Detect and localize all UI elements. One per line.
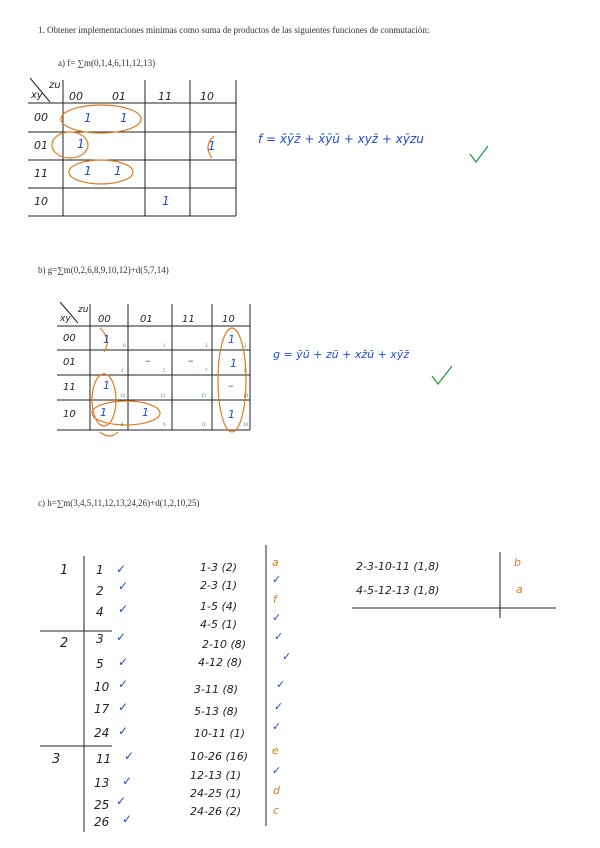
quad-term: 2-3-10-11 (1,8) <box>356 560 440 573</box>
part-b-col-header: 00 <box>98 314 111 325</box>
minterm: 1 <box>96 563 104 577</box>
part-b-col-header: 01 <box>140 314 153 325</box>
part-a-col-header: 11 <box>158 90 172 103</box>
group-count: 3 <box>52 752 61 767</box>
part-b-index: 0 <box>123 344 126 349</box>
group-count: 1 <box>60 563 69 578</box>
part-a-row-header: 10 <box>34 195 48 208</box>
quad-mark: a <box>516 583 523 596</box>
minterm: 10 <box>94 680 110 694</box>
part-b-index: 10 <box>243 423 248 428</box>
minterm: 4 <box>96 605 104 619</box>
part-b-index: 15 <box>201 394 206 399</box>
check-mark: ✓ <box>118 677 129 691</box>
part-a-row-header: 11 <box>34 167 48 180</box>
part-a-corner-top: zu <box>49 80 61 91</box>
minterm: 26 <box>94 815 110 829</box>
minterm: 3 <box>96 632 104 646</box>
minterm: 24 <box>94 726 110 740</box>
part-b-index: 13 <box>160 394 165 399</box>
part-a-col-header: 10 <box>200 90 214 103</box>
part-b-row-header: 10 <box>63 409 76 420</box>
check-mark: ✓ <box>118 579 129 593</box>
pair-term: 10-11 (1) <box>194 727 246 740</box>
pair-mark: ✓ <box>274 630 284 643</box>
check-mark: ✓ <box>122 812 133 826</box>
check-mark: ✓ <box>124 749 135 763</box>
part-b-cell: – <box>188 354 194 367</box>
pair-mark: ✓ <box>282 650 292 663</box>
part-a-cell: 1 <box>84 164 92 178</box>
part-b-index: 8 <box>121 423 124 428</box>
check-mark: ✓ <box>118 655 129 669</box>
pair-term: 5-13 (8) <box>194 705 239 718</box>
check-mark: ✓ <box>118 700 129 714</box>
part-b-index: 11 <box>201 423 206 428</box>
part-a-cell: 1 <box>114 164 122 178</box>
part-a-answer: f = x̄ȳz̄ + x̄ȳū + xyz̄ + xȳzu <box>258 132 424 146</box>
part-b-corner-top: zu <box>78 305 89 315</box>
part-a-col-header: 01 <box>112 90 126 103</box>
pair-mark: a <box>272 556 279 569</box>
minterm: 11 <box>96 752 112 766</box>
part-b-col-header: 10 <box>222 314 235 325</box>
check-mark: ✓ <box>116 630 127 644</box>
pair-mark: ✓ <box>272 611 282 624</box>
part-b-index: 12 <box>120 394 125 399</box>
part-a-cell: 1 <box>77 137 85 151</box>
pair-mark: e <box>272 744 279 757</box>
minterm: 25 <box>94 798 110 812</box>
minterm: 5 <box>96 657 104 671</box>
pair-mark: ✓ <box>272 764 282 777</box>
part-a-cell: 1 <box>84 111 92 125</box>
part-a-corner-bottom: xy <box>31 90 43 101</box>
part-b-label: b) g=∑m(0,2,6,8,9,10,12)+d(5,7,14) <box>38 265 169 275</box>
question-text: 1. Obtener implementaciones mínimas como suma de productos de las siguientes funciones de conmutación: <box>38 25 430 35</box>
part-c-label: c) h=∑m(3,4,5,11,12,13,24,26)+d(1,2,10,25) <box>38 498 200 508</box>
part-b-cell: 1 <box>228 333 235 346</box>
part-b-row-header: 11 <box>63 382 76 393</box>
part-b-cell: 1 <box>103 379 110 392</box>
part-b-index: 7 <box>205 369 208 374</box>
part-b-cell: 1 <box>230 357 237 370</box>
part-a-row-header: 00 <box>34 111 48 124</box>
check-mark: ✓ <box>116 562 127 576</box>
part-b-col-header: 11 <box>182 314 195 325</box>
minterm: 13 <box>94 776 110 790</box>
part-b-index: 5 <box>163 369 166 374</box>
quad-term: 4-5-12-13 (1,8) <box>356 584 440 597</box>
part-b-cell: 1 <box>228 408 235 421</box>
pair-mark: ✓ <box>276 678 286 691</box>
quad-mark: b <box>514 556 521 569</box>
minterm: 2 <box>96 584 104 598</box>
part-a-cell: 1 <box>208 139 216 153</box>
part-b-cell: – <box>145 354 151 367</box>
part-a-cell: 1 <box>162 194 170 208</box>
part-a-row-header: 01 <box>34 139 48 152</box>
pair-mark: ✓ <box>274 700 284 713</box>
part-b-index: 4 <box>121 369 124 374</box>
check-mark: ✓ <box>122 774 133 788</box>
pair-term: 24-26 (2) <box>190 805 242 818</box>
pair-mark: d <box>273 784 280 797</box>
pair-term: 4-12 (8) <box>198 656 243 669</box>
pair-mark: c <box>273 804 280 817</box>
pair-mark: f <box>273 593 277 606</box>
pair-term: 12-13 (1) <box>190 769 242 782</box>
part-b-row-header: 00 <box>63 333 76 344</box>
pair-term: 1-5 (4) <box>200 600 238 613</box>
part-b-index: 6 <box>244 369 247 374</box>
group-count: 2 <box>60 636 69 651</box>
pair-term: 2-3 (1) <box>200 579 238 592</box>
part-b-cell: 1 <box>142 406 149 419</box>
pair-mark: ✓ <box>272 720 282 733</box>
part-b-corner-bottom: xy <box>60 314 71 324</box>
part-b-row-header: 01 <box>63 357 76 368</box>
part-b-index: 14 <box>243 394 248 399</box>
part-b-cell: 1 <box>103 333 110 346</box>
pair-term: 3-11 (8) <box>194 683 239 696</box>
pair-term: 1-3 (2) <box>200 561 238 574</box>
minterm: 17 <box>94 702 110 716</box>
pair-term: 10-26 (16) <box>190 750 249 763</box>
pair-mark: ✓ <box>272 573 282 586</box>
part-a-col-header: 00 <box>69 90 83 103</box>
pair-term: 24-25 (1) <box>190 787 242 800</box>
check-mark: ✓ <box>116 794 127 808</box>
part-a-cell: 1 <box>120 111 128 125</box>
part-a-label: a) f= ∑m(0,1,4,6,11,12,13) <box>58 58 156 68</box>
part-b-cell: 1 <box>100 406 107 419</box>
part-b-answer: g = ȳū + zū + xz̄ū + xȳz̄ <box>273 348 410 361</box>
check-mark: ✓ <box>118 602 129 616</box>
part-b-index: 3 <box>205 344 208 349</box>
pair-term: 2-10 (8) <box>202 638 247 651</box>
part-b-index: 9 <box>163 423 166 428</box>
part-b-cell: – <box>228 379 234 392</box>
pair-term: 4-5 (1) <box>200 618 238 631</box>
part-b-index: 2 <box>244 344 247 349</box>
part-b-index: 1 <box>163 344 166 349</box>
check-mark: ✓ <box>118 724 129 738</box>
